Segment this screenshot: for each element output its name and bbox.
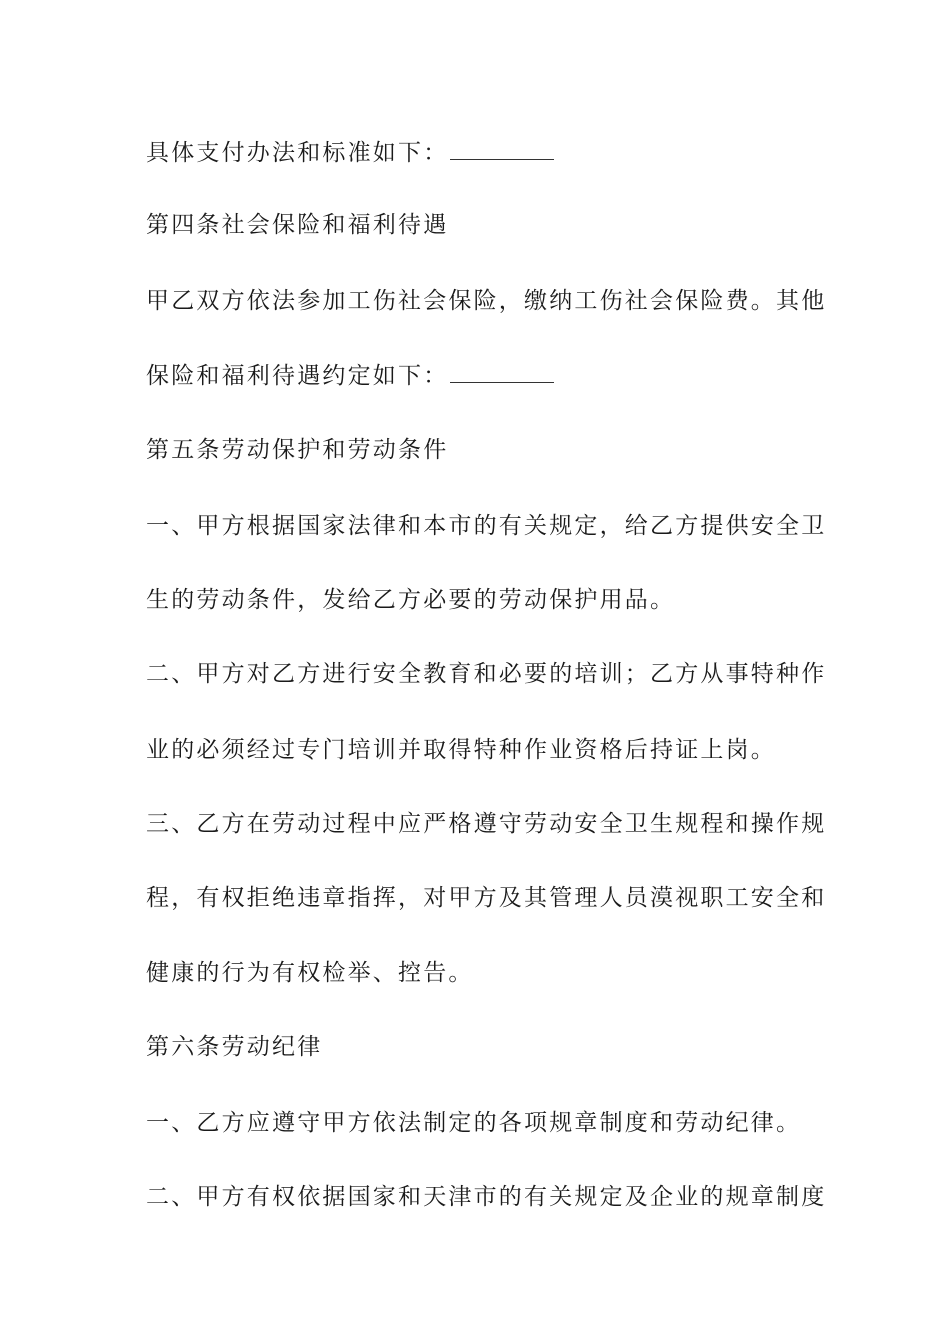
line-text: 程，有权拒绝违章指挥，对甲方及其管理人员漠视职工安全和 [146,885,827,911]
text-line [146,804,827,844]
text-line-payment-method [146,133,816,173]
text-line-other-insurance [146,356,816,396]
line-text: 第五条劳动保护和劳动条件 [146,437,449,463]
line-text: 第四条社会保险和福利待遇 [146,212,449,238]
text-line [146,878,827,918]
line-text: 健康的行为有权检举、控告。 [146,960,474,986]
text-line [146,1177,827,1217]
text-line [146,580,816,620]
line-text: 生的劳动条件，发给乙方必要的劳动保护用品。 [146,587,676,613]
line-text: 保险和福利待遇约定如下： [146,363,449,389]
section-heading-article-6 [146,1027,816,1067]
line-text: 甲乙双方依法参加工伤社会保险，缴纳工伤社会保险费。其他 [146,288,827,314]
section-heading-article-4 [146,205,816,245]
text-line [146,506,827,546]
line-text: 一、乙方应遵守甲方依法制定的各项规章制度和劳动纪律。 [146,1110,802,1136]
line-text: 二、甲方对乙方进行安全教育和必要的培训；乙方从事特种作 [146,661,827,687]
fill-in-blank[interactable] [450,137,554,160]
line-text: 三、乙方在劳动过程中应严格遵守劳动安全卫生规程和操作规 [146,811,827,837]
text-line [146,730,816,770]
line-text: 第六条劳动纪律 [146,1034,323,1060]
text-line [146,1103,816,1143]
fill-in-blank[interactable] [450,360,554,383]
section-heading-article-5 [146,430,816,470]
text-line [146,654,827,694]
line-text: 一、甲方根据国家法律和本市的有关规定，给乙方提供安全卫 [146,513,827,539]
text-line [146,953,816,993]
line-text: 二、甲方有权依据国家和天津市的有关规定及企业的规章制度 [146,1184,827,1210]
line-text: 具体支付办法和标准如下： [146,140,449,166]
text-line [146,281,827,321]
line-text: 业的必须经过专门培训并取得特种作业资格后持证上岗。 [146,737,776,763]
